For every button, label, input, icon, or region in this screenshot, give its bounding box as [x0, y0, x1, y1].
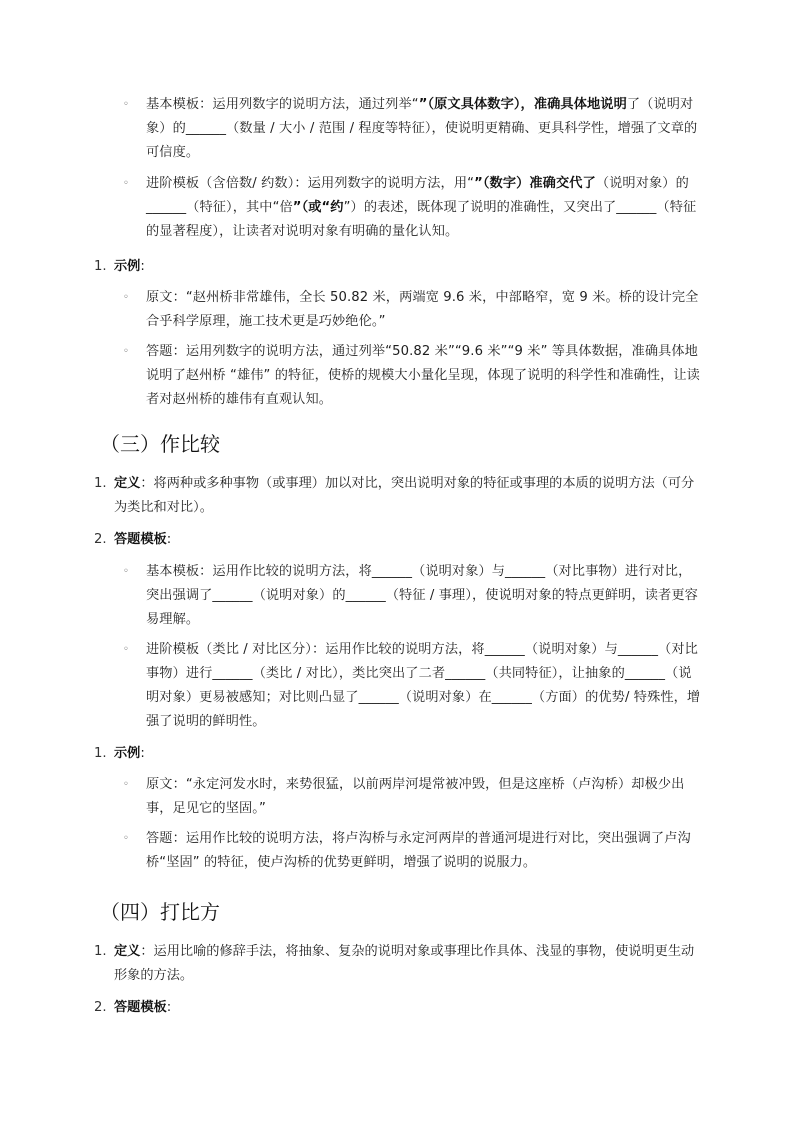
text-run: 基本模板：运用作比较的说明方法，将______（说明对象）与______（对比事物）进行对比，突出强调了______（说明对象）的______（特征 / 事理），使说明对象的特点更鲜明，读者更容易理解。	[146, 564, 698, 627]
text-run: 进阶模板（含倍数/ 约数）：运用列数字的说明方法，用“	[146, 176, 475, 191]
numbered-item	[94, 255, 704, 279]
list-number: 1.	[94, 944, 107, 959]
text-run: 进阶模板（类比 / 对比区分）：运用作比较的说明方法，将______（说明对象）与______（对比事物）进行______（类比 / 对比），类比突出了二者______（共同特征），让抽象的______（说明对象）更易被感知；对比则凸显了______（说明对象）在______（方面）的优势/ 特殊性，增强了说明的鲜明性。	[146, 642, 701, 729]
bullet-marker: ◦	[123, 178, 129, 189]
bullet-marker: ◦	[123, 99, 129, 110]
bullet-item	[123, 827, 702, 875]
bullet-marker: ◦	[123, 292, 129, 303]
text-run: 答题：运用列数字的说明方法，通过列举“50.82 米”“9.6 米”“9 米” 等具体数据，准确具体地说明了赵州桥 “雄伟” 的特征，使桥的规模大小量化呈现，体现了说明的科学性和准确性，让读者对赵州桥的雄伟有直观认知。	[146, 344, 700, 407]
list-number: 1.	[94, 746, 107, 761]
text-run: （说明对象）的______（特征），其中“倍	[146, 176, 689, 215]
bullet-marker: ◦	[123, 779, 129, 790]
text-run: :	[140, 746, 145, 761]
text-run: 了（说明对象）的______（数量 / 大小 / 范围 / 程度等特征），使说明更精确、更具科学性，增强了文章的可信度。	[146, 97, 698, 160]
text-run: :	[166, 1000, 172, 1015]
bullet-item	[123, 773, 702, 821]
section-heading-text: （四）打比方	[100, 900, 220, 924]
numbered-item	[94, 528, 704, 552]
bullet-item	[123, 172, 702, 244]
bullet-item	[123, 340, 702, 412]
bullet-marker: ◦	[123, 566, 129, 577]
bold-text: 答题模板	[114, 1000, 167, 1015]
bold-text: 答题模板	[114, 532, 167, 547]
text-run: 答题：运用作比较的说明方法，将卢沟桥与永定河两岸的普通河堤进行对比，突出强调了卢沟桥“坚固” 的特征，使卢沟桥的优势更鲜明，增强了说明的说服力。	[146, 831, 691, 870]
bullet-item	[123, 286, 702, 334]
bold-text: ”（或“约	[292, 200, 344, 215]
bullet-marker: ◦	[123, 644, 129, 655]
numbered-item	[94, 742, 704, 766]
bullet-marker: ◦	[123, 346, 129, 357]
bold-text: 示例	[114, 259, 141, 274]
section-heading	[100, 898, 220, 926]
bullet-item	[123, 93, 702, 165]
text-run: ：将两种或多种事物（或事理）加以对比，突出说明对象的特征或事理的本质的说明方法（可分为类比和对比）。	[114, 476, 695, 515]
text-run: :	[140, 259, 145, 274]
section-heading-text: （三）作比较	[100, 432, 220, 456]
bold-text: ”（数字）准确交代了	[474, 176, 596, 191]
bold-text: 示例	[114, 746, 141, 761]
section-heading	[100, 430, 220, 458]
text-run: 基本模板：运用列数字的说明方法，通过列举“	[146, 97, 419, 112]
text-run: :	[166, 532, 172, 547]
numbered-item	[94, 472, 704, 520]
bullet-marker: ◦	[123, 833, 129, 844]
bold-text: 定义	[114, 476, 141, 491]
list-number: 2.	[94, 1000, 107, 1015]
text-run: ：运用比喻的修辞手法，将抽象、复杂的说明对象或事理比作具体、浅显的事物，使说明更生动形象的方法。	[114, 944, 695, 983]
list-number: 2.	[94, 532, 107, 547]
bold-text: 定义	[114, 944, 141, 959]
bullet-item	[123, 638, 702, 734]
list-number: 1.	[94, 259, 107, 274]
bold-text: ”（原文具体数字），准确具体地说明	[418, 97, 627, 112]
numbered-item	[94, 940, 704, 988]
text-run: 原文：“赵州桥非常雄伟，全长 50.82 米，两端宽 9.6 米，中部略窄，宽 9 米。桥的设计完全合乎科学原理，施工技术更是巧妙绝伦。”	[146, 290, 699, 329]
list-number: 1.	[94, 476, 107, 491]
text-run: 原文：“永定河发水时，来势很猛，以前两岸河堤常被冲毁，但是这座桥（卢沟桥）却极少出事，足见它的坚固。”	[146, 777, 685, 816]
bullet-item	[123, 560, 702, 632]
text-run: ”）的表述，既体现了说明的准确性，又突出了______（特征的显著程度），让读者对说明对象有明确的量化认知。	[146, 200, 697, 239]
numbered-item	[94, 996, 704, 1020]
